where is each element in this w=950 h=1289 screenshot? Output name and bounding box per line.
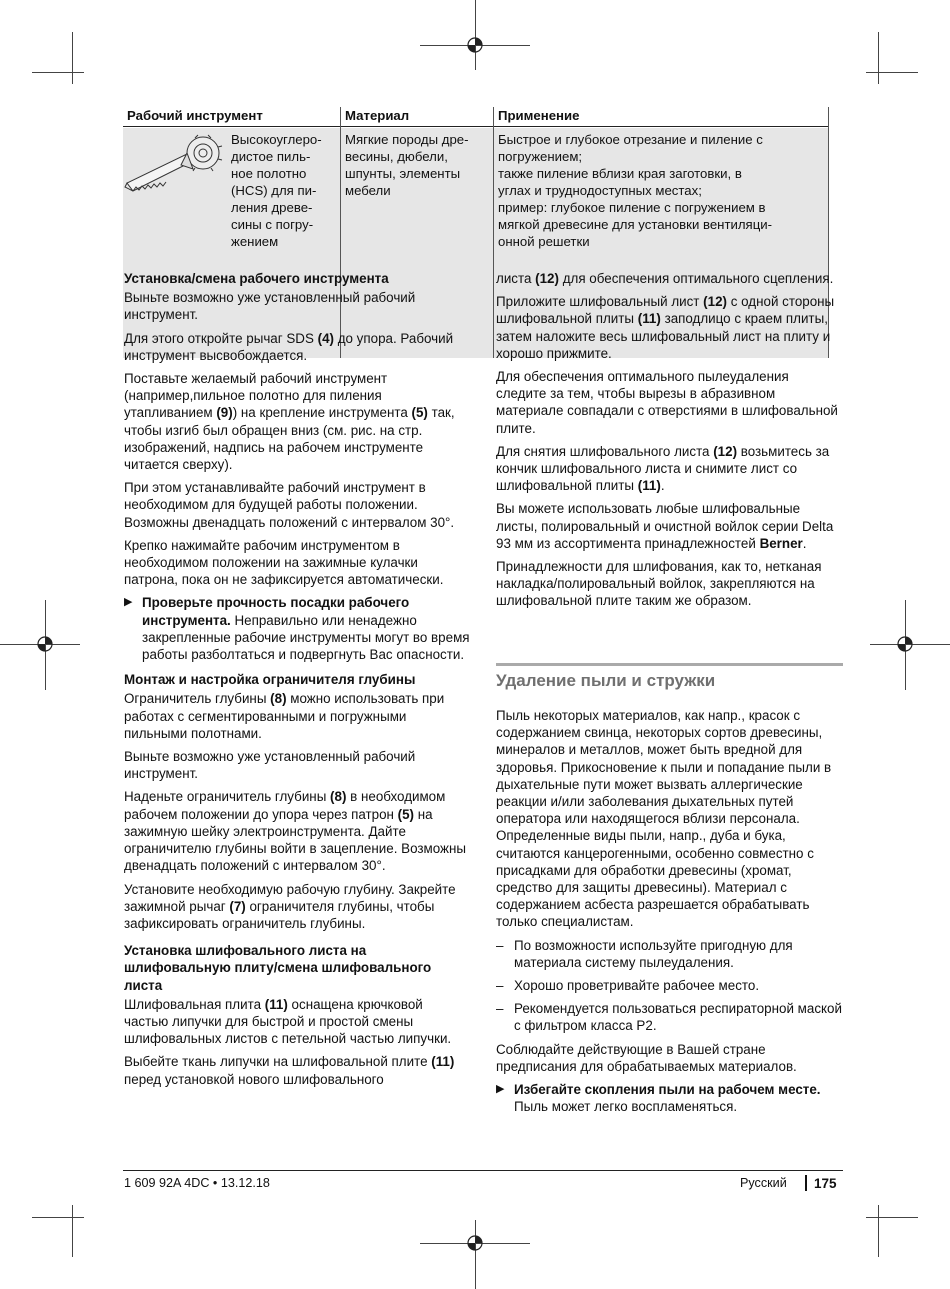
list-item: – Рекомендуется пользоваться респираторной маской с фильтром класса P2.	[496, 1001, 842, 1034]
tool-description: Высокоуглеро- дистое пиль- ное полотно (HCS) для пи- ления древе- сины с погру- жением	[231, 132, 322, 249]
warning-note: ▶ Проверьте прочность посадки рабочего инструмента. Неправильно или ненадежно закрепленные рабочие инструменты могут во время работы разболтаться и подвергнуть Вас опасности.	[124, 595, 470, 663]
paragraph: Определенные виды пыли, напр., дуба и бука, считаются канцерогенными, особенно совместно с присадками для обработки древесины (хромат, средство для защиты древесины). Материал с содержанием асбеста разрешается обрабатывать только специалистам.	[496, 828, 814, 930]
section-divider	[496, 663, 843, 666]
paragraph: Соблюдайте действующие в Вашей стране предписания для обрабатываемых материалов.	[496, 1041, 797, 1074]
paragraph: Для снятия шлифовального листа (12) возьмитесь за кончик шлифовального листа и снимите лист со шлифовальной плиты (11).	[496, 443, 830, 494]
paragraph: Принадлежности для шлифования, как то, нетканая накладка/полировальный войлок, закрепляются на шлифовальной плите таким же образом.	[496, 559, 822, 609]
list-item: – По возможности используйте пригодную для материала систему пылеудаления.	[496, 937, 793, 970]
right-column	[496, 270, 842, 616]
paragraph: Ограничитель глубины (8) можно использовать при работах с сегментированными и погружными пильными полотнами.	[124, 691, 445, 741]
paragraph: листа (12) для обеспечения оптимального сцепления.	[496, 271, 834, 286]
footer-language: Русский	[740, 1176, 787, 1190]
paragraph: Наденьте ограничитель глубины (8) в необходимом рабочем положении до упора через патрон (5) на зажимную шейку электроинструмента. Дайте ограничителю глубины войти в зацепление. Возможны двенадцать положений с интервалом 30°.	[124, 789, 466, 874]
multitool-saw-blade-icon	[123, 131, 227, 201]
paragraph: Для этого откройте рычаг SDS (4) до упора. Рабочий инструмент высвобождается.	[124, 330, 454, 363]
registration-mark-icon	[895, 634, 915, 654]
section-title: Удаление пыли и стружки	[496, 671, 716, 690]
registration-mark-icon	[465, 35, 485, 55]
section-heading: Установка/смена рабочего инструмента	[124, 271, 389, 286]
table-header-tool: Рабочий инструмент	[127, 108, 263, 123]
paragraph: Приложите шлифовальный лист (12) с одной стороны шлифовальной плиты (11) заподлицо с краем плиты, затем наложите весь шлифовальный лист на плиту и хорошо прижмите.	[496, 294, 835, 361]
table-header-material: Материал	[345, 108, 410, 123]
dust-section	[496, 707, 842, 1121]
paragraph: Крепко нажимайте рабочим инструментом в необходимом положении на зажимные кулачки патрона, пока он не зафиксируется автоматически.	[124, 537, 444, 588]
application-cell: Быстрое и глубокое отрезание и пиление с погружением; также пиление вблизи края заготовки, в углах и труднодоступных местах; пример: глубокое пиление с погружением в мягкой древесине для установки вентиляци- онной решетки	[498, 132, 773, 249]
table-header-application: Применение	[498, 108, 580, 123]
footer-rule	[123, 1170, 843, 1171]
section-heading: Монтаж и настройка ограничителя глубины	[124, 672, 416, 688]
arrow-right-icon: ▶	[124, 596, 133, 609]
section-heading: Установка шлифовального листа на шлифовальную плиту/смена шлифовального листа	[124, 943, 432, 993]
paragraph: Шлифовальная плита (11) оснащена крючковой частью липучки для быстрой и простой смены шлифовальных листов с петельной частью липучки.	[124, 996, 452, 1047]
list-item: – Хорошо проветривайте рабочее место.	[496, 978, 760, 994]
footer-separator	[805, 1175, 807, 1191]
warning-note: ▶ Избегайте скопления пыли на рабочем месте. Пыль может легко воспламеняться.	[496, 1082, 821, 1115]
material-cell: Мягкие породы дре- весины, дюбели, шпунты, элементы мебели	[345, 132, 469, 198]
paragraph: Выньте возможно уже установленный рабочий инструмент.	[124, 749, 416, 782]
paragraph: Выбейте ткань липучки на шлифовальной плите (11) перед установкой нового шлифовального	[124, 1054, 455, 1087]
paragraph: При этом устанавливайте рабочий инструмент в необходимом для будущей работы положении. Возможны двенадцать положений с интервалом 30°.	[124, 480, 455, 530]
paragraph: Вы можете использовать любые шлифовальные листы, полировальный и очистной войлок серии Delta 93 мм из ассортимента принадлежностей Berner.	[496, 501, 834, 551]
paragraph: Пыль некоторых материалов, как напр., красок с содержанием свинца, некоторых сортов древесины, минералов и металлов, может быть вредной для здоровья. Прикосновение к пыли и попадание пыли в дыхательные пути может вызвать аллергические реакции и/или заболевания дыхательных путей оператора или находящегося вблизи персонала.	[496, 708, 832, 827]
paragraph: Выньте возможно уже установленный рабочий инструмент.	[124, 290, 416, 323]
paragraph: Установите необходимую рабочую глубину. Закрейте зажимной рычаг (7) ограничителя глубины, чтобы зафиксировать ограничитель глубины.	[124, 881, 456, 931]
page-number: 175	[814, 1176, 837, 1191]
paragraph: Поставьте желаемый рабочий инструмент (например,пильное полотно для пиления утапливанием (9)) на крепление инструмента (5) так, чтобы изгиб был обращен вниз (см. рис. на стр. изображений, надпись на рабочем инструменте читается сверху).	[124, 371, 455, 473]
registration-mark-icon	[35, 634, 55, 654]
arrow-right-icon: ▶	[496, 1083, 505, 1096]
footer-doc-id: 1 609 92A 4DC • 13.12.18	[124, 1176, 270, 1190]
paragraph: Для обеспечения оптимального пылеудаления следите за тем, чтобы вырезы в абразивном материале совпадали с отверстиями в шлифовальной плите.	[496, 369, 838, 436]
left-column	[124, 266, 470, 1094]
registration-mark-icon	[465, 1233, 485, 1253]
